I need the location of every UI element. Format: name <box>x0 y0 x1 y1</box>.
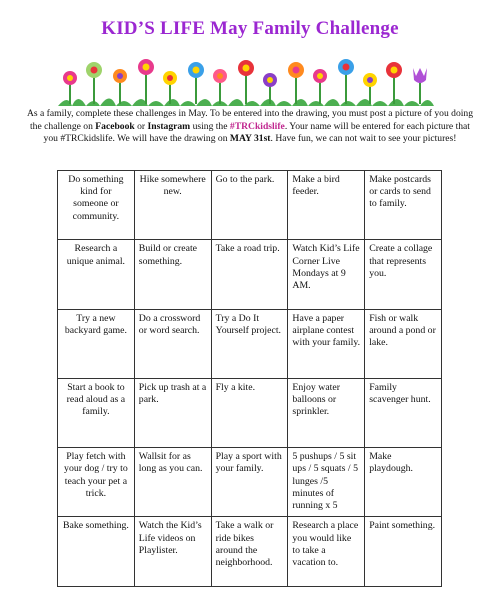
intro-paragraph: As a family, complete these challenges in May. To be entered into the drawing, you must post a picture of you doing the challenge on Facebook or Instagram using the #TRCkidslife. Your name will be entered for each picture that you #TRCkidslife. We will have the drawing on MAY 31st. Have fun, we can not wait to see your pictures! <box>26 108 474 144</box>
challenge-cell: Take a road trip. <box>211 240 288 309</box>
challenge-cell: Do something kind for someone or community. <box>58 171 135 240</box>
challenge-cell: Build or create something. <box>134 240 211 309</box>
challenge-cell: Have a paper airplane contest with your family. <box>288 309 365 378</box>
challenge-cell: Fish or walk around a pond or lake. <box>365 309 442 378</box>
challenge-cell: Try a Do It Yourself project. <box>211 309 288 378</box>
challenge-cell: Bake something. <box>58 517 135 586</box>
challenge-cell: Play a sport with your family. <box>211 448 288 517</box>
facebook-text: Facebook <box>95 120 135 132</box>
table-row <box>58 448 442 517</box>
flower-border-icon <box>58 58 434 106</box>
table-row <box>58 517 442 586</box>
challenge-cell: Enjoy water balloons or sprinkler. <box>288 378 365 447</box>
page-title: KID’S LIFE May Family Challenge <box>101 18 399 39</box>
challenge-cell: Take a walk or ride bikes around the neighborhood. <box>211 517 288 586</box>
challenge-cell: Make postcards or cards to send to family. <box>365 171 442 240</box>
challenge-cell: Make playdough. <box>365 448 442 517</box>
hashtag-text: #TRCkidslife <box>229 120 285 132</box>
challenge-cell: Watch the Kid’s Life videos on Playlister. <box>134 517 211 586</box>
challenge-cell: Play fetch with your dog / try to teach your pet a trick. <box>58 448 135 517</box>
table-row <box>58 171 442 240</box>
challenge-cell: Paint something. <box>365 517 442 586</box>
challenge-cell: Create a collage that represents you. <box>365 240 442 309</box>
challenge-cell: Start a book to read aloud as a family. <box>58 378 135 447</box>
challenge-cell: Try a new backyard game. <box>58 309 135 378</box>
challenge-cell: Research a place you would like to take a vacation to. <box>288 517 365 586</box>
challenge-cell: Research a unique animal. <box>58 240 135 309</box>
challenge-cell: Fly a kite. <box>211 378 288 447</box>
challenge-cell: Go to the park. <box>211 171 288 240</box>
challenge-cell: Wallsit for as long as you can. <box>134 448 211 517</box>
table-row <box>58 378 442 447</box>
table-row <box>58 240 442 309</box>
challenge-grid <box>57 170 442 587</box>
drawing-date: MAY 31st <box>229 133 271 144</box>
challenge-cell: Hike somewhere new. <box>134 171 211 240</box>
challenge-cell: Do a crossword or word search. <box>134 309 211 378</box>
challenge-cell: 5 pushups / 5 sit ups / 5 squats / 5 lunges /5 minutes of running x 5 <box>288 448 365 517</box>
challenge-cell: Family scavenger hunt. <box>365 378 442 447</box>
challenge-cell: Pick up trash at a park. <box>134 378 211 447</box>
challenge-cell: Watch Kid’s Life Corner Live Mondays at 9 AM. <box>288 240 365 309</box>
table-row <box>58 309 442 378</box>
instagram-text: Instagram <box>147 120 191 132</box>
challenge-cell: Make a bird feeder. <box>288 171 365 240</box>
